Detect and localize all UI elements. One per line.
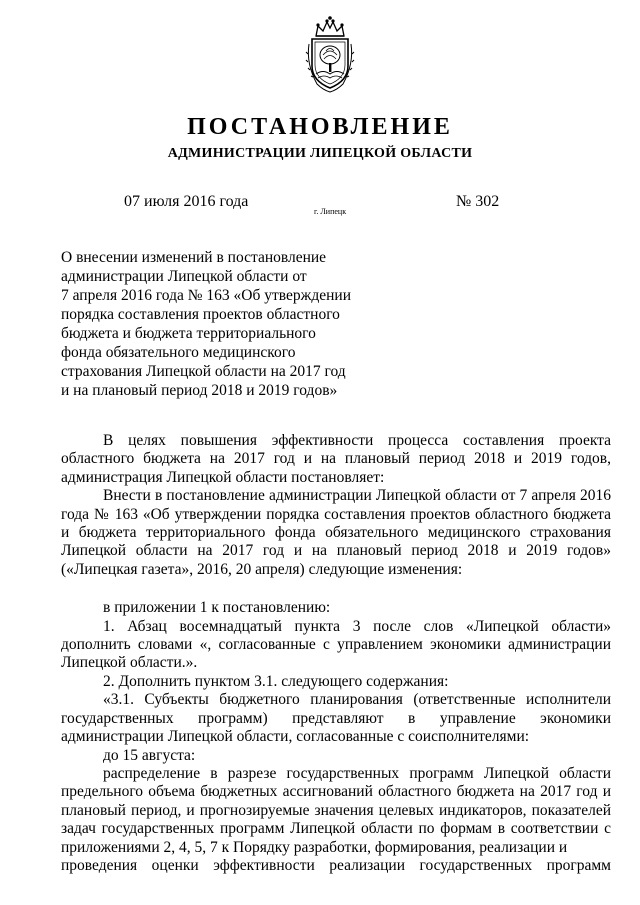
- document-date: 07 июля 2016 года: [124, 193, 249, 210]
- document-body: [61, 432, 611, 875]
- subject-line: бюджета и бюджета территориального: [61, 325, 316, 342]
- document-title: ПОСТАНОВЛЕНИЕ: [187, 114, 453, 140]
- document-subject: [61, 248, 381, 400]
- paragraph-distribution: распределение в разрезе государственных программ Липецкой области предельного объема бюджетных ассигнований областного бюджета на 2017 год и плановый период, и прогнозируемые значения целевых индикаторов, показателей задач государственных программ Липецкой области по формам в соответствии с приложениями 2, 4, 5, 7 к Порядку разработки, формирования, реализации и: [61, 764, 611, 856]
- paragraph-item-2: 2. Дополнить пунктом 3.1. следующего содержания:: [103, 672, 449, 690]
- subject-line: О внесении изменений в постановление: [61, 249, 327, 266]
- paragraph-resolution: Внести в постановление администрации Липецкой области от 7 апреля 2016 года № 163 «Об утверждении порядка составления проектов областного бюджета и бюджета территориального фонда обязательного медицинского страхования Липецкой области на 2017 год и на плановый период 2018 и 2019 годов» («Липецкая газета», 2016, 20 апреля) следующие изменения:: [61, 487, 611, 578]
- paragraph-item-1: 1. Абзац восемнадцатый пункта 3 после слов «Липецкой области» дополнить словами «, согласованные с управлением экономики администрации Липецкой области.».: [61, 617, 611, 672]
- subject-line: и на плановый период 2018 и 2019 годов»: [61, 382, 338, 399]
- paragraph-continuation: проведения оценки эффективности реализации государственных программ: [61, 856, 611, 874]
- document-city: г. Липецк: [314, 207, 347, 216]
- paragraph-appendix-intro: в приложении 1 к постановлению:: [103, 599, 331, 617]
- coat-of-arms-icon: [303, 14, 357, 94]
- subject-line: администрации Липецкой области от: [61, 268, 307, 285]
- paragraph-clause-3-1: «3.1. Субъекты бюджетного планирования (ответственные исполнители государственных программ) представляют в управление экономики администрации Липецкой области, согласованные с соисполнителями:: [61, 691, 611, 746]
- subject-line: порядка составления проектов областного: [61, 306, 340, 323]
- document-number: № 302: [456, 193, 500, 210]
- paragraph-deadline: до 15 августа:: [103, 746, 196, 764]
- subject-line: страхования Липецкой области на 2017 год: [61, 363, 346, 380]
- subject-line: фонда обязательного медицинского: [61, 344, 296, 361]
- document-subtitle: АДМИНИСТРАЦИИ ЛИПЕЦКОЙ ОБЛАСТИ: [167, 146, 473, 161]
- paragraph-preamble: В целях повышения эффективности процесса составления проекта областного бюджета на 2017 год и на плановый период 2018 и 2019 годов, администрация Липецкой области постановляет:: [61, 432, 611, 486]
- subject-line: 7 апреля 2016 года № 163 «Об утверждении: [61, 287, 351, 304]
